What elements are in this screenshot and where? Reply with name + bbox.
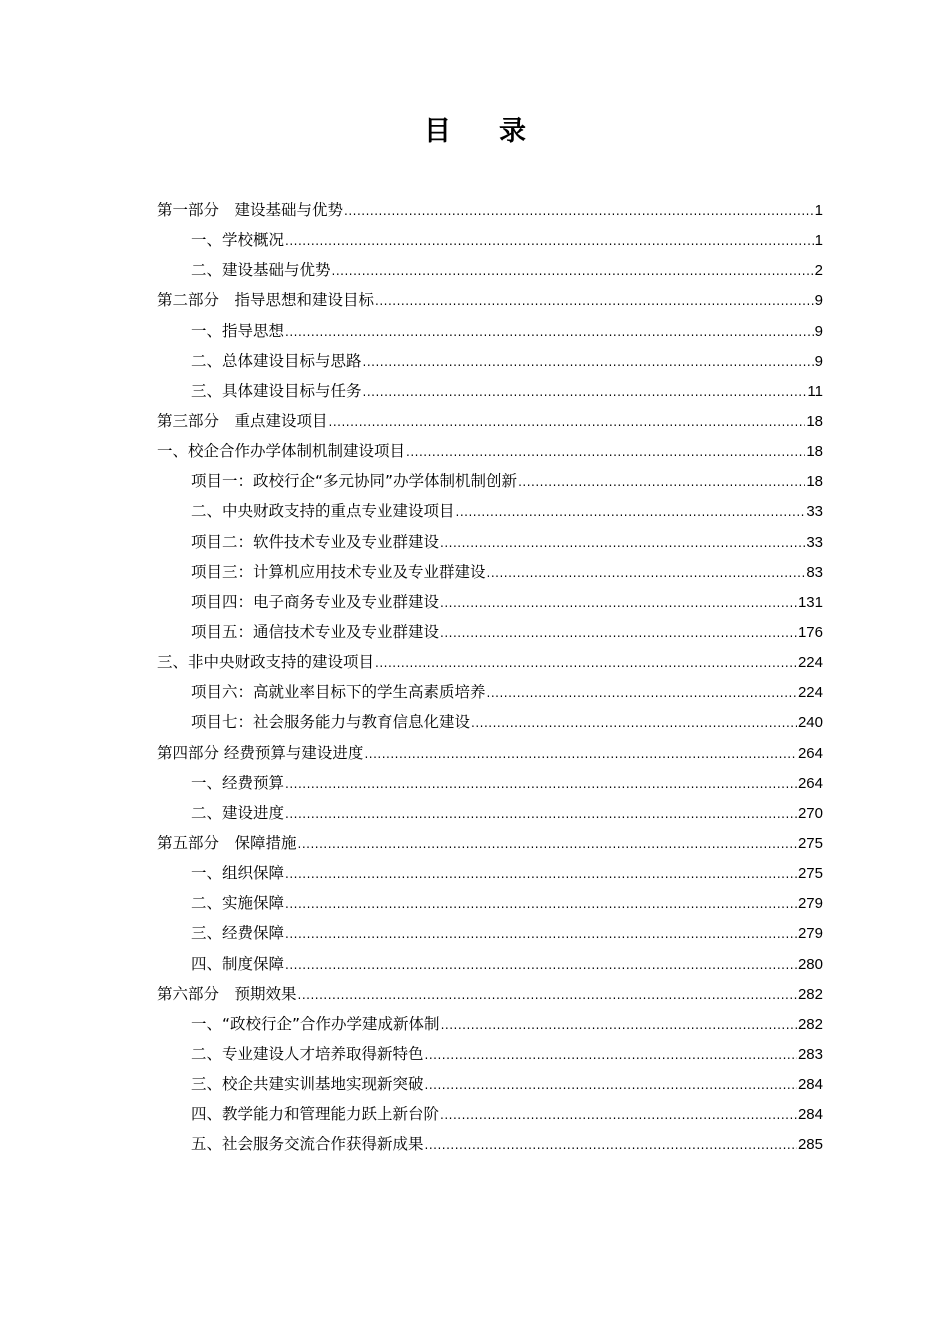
toc-dot-leader [487,558,806,587]
toc-entry[interactable] [157,888,823,918]
toc-entry-text: 项目六：高就业率目标下的学生高素质培养 [191,683,486,702]
page-title: 目录 [424,116,574,147]
toc-entry[interactable] [157,1099,823,1129]
toc-page-number: 285 [797,1136,823,1154]
toc-dot-leader [285,226,814,255]
toc-dot-leader [344,196,814,225]
toc-dot-leader [471,708,797,737]
toc-entry-text: 项目一：政校行企“多元协同”办学体制机制创新 [191,472,518,491]
toc-page-number: 33 [806,533,823,551]
toc-page-number: 18 [806,412,823,430]
toc-dot-leader [285,769,797,798]
toc-entry-text: 一、校企合作办学体制机制建设项目 [157,442,406,461]
toc-entry[interactable] [157,647,823,677]
toc-dot-leader [298,829,797,858]
toc-page-number: 131 [797,593,823,611]
toc-entry-text: 一、组织保障 [191,864,285,883]
toc-entry-text: 一、学校概况 [191,231,285,250]
toc-dot-leader [440,618,797,647]
toc-entry[interactable] [157,195,823,225]
toc-entry[interactable] [157,707,823,737]
toc-dot-leader [298,980,797,1009]
toc-page-number: 18 [806,443,823,461]
toc-dot-leader [285,889,797,918]
toc-page-number: 282 [797,985,823,1003]
toc-entry-text: 五、社会服务交流合作获得新成果 [191,1135,424,1154]
toc-dot-leader [285,950,797,979]
toc-entry-text: 一、经费预算 [191,773,285,792]
toc-dot-leader [487,678,797,707]
toc-page-number: 279 [797,925,823,943]
toc-page-number: 264 [797,774,823,792]
toc-page-number: 1 [814,202,823,219]
toc-entry[interactable] [157,255,823,285]
toc-entry[interactable] [157,436,823,466]
toc-entry[interactable] [157,1069,823,1099]
toc-dot-leader [440,528,805,557]
toc-dot-leader [456,497,806,526]
toc-entry[interactable] [157,527,823,557]
toc-entry[interactable] [157,466,823,496]
toc-entry-text: 第二部分 指导思想和建设目标 [157,291,375,310]
toc-page-number: 33 [806,503,823,521]
toc-entry-text: 第六部分 预期效果 [157,984,297,1003]
toc-entry[interactable] [157,918,823,948]
toc-page-number: 275 [797,865,823,883]
toc-page-number: 2 [814,262,823,280]
toc-page-number: 83 [806,563,823,581]
toc-entry[interactable] [157,1129,823,1159]
toc-entry-text: 一、“政校行企”合作办学建成新体制 [191,1014,440,1033]
toc-entry[interactable] [157,828,823,858]
table-of-contents [157,195,823,1160]
toc-entry-text: 二、建设基础与优势 [191,261,331,280]
toc-entry-text: 二、专业建设人才培养取得新特色 [191,1044,424,1063]
toc-entry-text: 二、中央财政支持的重点专业建设项目 [191,502,455,521]
toc-dot-leader [441,1010,797,1039]
toc-page-number: 282 [797,1015,823,1033]
toc-page-number: 224 [797,684,823,702]
toc-entry-text: 项目四：电子商务专业及专业群建设 [191,592,440,611]
toc-dot-leader [285,799,797,828]
toc-page-number: 176 [797,623,823,641]
toc-entry[interactable] [157,285,823,315]
toc-dot-leader [440,588,797,617]
toc-entry-text: 四、教学能力和管理能力跃上新台阶 [191,1105,440,1124]
toc-page-number: 240 [797,714,823,732]
toc-page-number: 275 [797,834,823,852]
toc-entry[interactable] [157,225,823,255]
toc-entry[interactable] [157,557,823,587]
toc-entry-text: 二、实施保障 [191,894,285,913]
toc-dot-leader [375,286,814,315]
toc-entry[interactable] [157,979,823,1009]
toc-dot-leader [332,256,814,285]
toc-entry-text: 项目二：软件技术专业及专业群建设 [191,532,440,551]
toc-entry-text: 项目五：通信技术专业及专业群建设 [191,622,440,641]
toc-entry[interactable] [157,798,823,828]
toc-entry-text: 二、总体建设目标与思路 [191,351,362,370]
toc-page-number: 279 [797,895,823,913]
toc-page-number: 18 [806,473,823,491]
toc-entry[interactable] [157,316,823,346]
toc-entry[interactable] [157,768,823,798]
toc-dot-leader [285,919,797,948]
toc-page-number: 9 [814,352,823,370]
toc-dot-leader [363,347,814,376]
toc-entry-text: 三、具体建设目标与任务 [191,381,362,400]
toc-entry-text: 项目三：计算机应用技术专业及专业群建设 [191,562,486,581]
toc-entry[interactable] [157,858,823,888]
toc-dot-leader [425,1070,797,1099]
toc-entry[interactable] [157,496,823,526]
toc-page-number: 283 [797,1045,823,1063]
toc-page-number: 9 [814,322,823,340]
toc-entry-text: 项目七：社会服务能力与教育信息化建设 [191,713,471,732]
toc-entry[interactable] [157,406,823,436]
toc-dot-leader [425,1040,797,1069]
toc-dot-leader [363,377,807,406]
toc-entry-text: 第五部分 保障措施 [157,833,297,852]
toc-entry-text: 三、非中央财政支持的建设项目 [157,653,375,672]
toc-entry-text: 第三部分 重点建设项目 [157,411,328,430]
toc-entry[interactable] [157,677,823,707]
toc-entry[interactable] [157,1039,823,1069]
toc-dot-leader [406,437,805,466]
toc-entry-text: 一、指导思想 [191,321,285,340]
toc-dot-leader [440,1100,797,1129]
toc-dot-leader [285,317,814,346]
toc-dot-leader [425,1130,797,1159]
toc-entry[interactable] [157,738,823,768]
toc-page-number: 270 [797,804,823,822]
toc-page-number: 1 [814,232,823,250]
toc-page-number: 264 [797,744,823,762]
toc-entry-text: 二、建设进度 [191,803,285,822]
toc-entry-text: 第一部分 建设基础与优势 [157,201,344,219]
toc-entry[interactable] [157,587,823,617]
toc-page-number: 224 [797,654,823,672]
toc-page-number: 9 [814,292,823,310]
toc-dot-leader [375,648,797,677]
toc-entry[interactable] [157,346,823,376]
toc-dot-leader [329,407,806,436]
toc-dot-leader [364,739,797,768]
toc-page-number: 284 [797,1076,823,1094]
toc-entry-text: 三、校企共建实训基地实现新突破 [191,1075,424,1094]
toc-dot-leader [518,467,805,496]
toc-page-number: 280 [797,955,823,973]
toc-entry[interactable] [157,1009,823,1039]
toc-page-number: 11 [807,382,823,400]
toc-entry-text: 四、制度保障 [191,954,285,973]
toc-entry-text: 三、经费保障 [191,924,285,943]
toc-page-number: 284 [797,1106,823,1124]
toc-dot-leader [285,859,797,888]
toc-entry[interactable] [157,376,823,406]
toc-entry[interactable] [157,949,823,979]
toc-entry-text: 第四部分 经费预算与建设进度 [157,743,364,762]
toc-entry[interactable] [157,617,823,647]
